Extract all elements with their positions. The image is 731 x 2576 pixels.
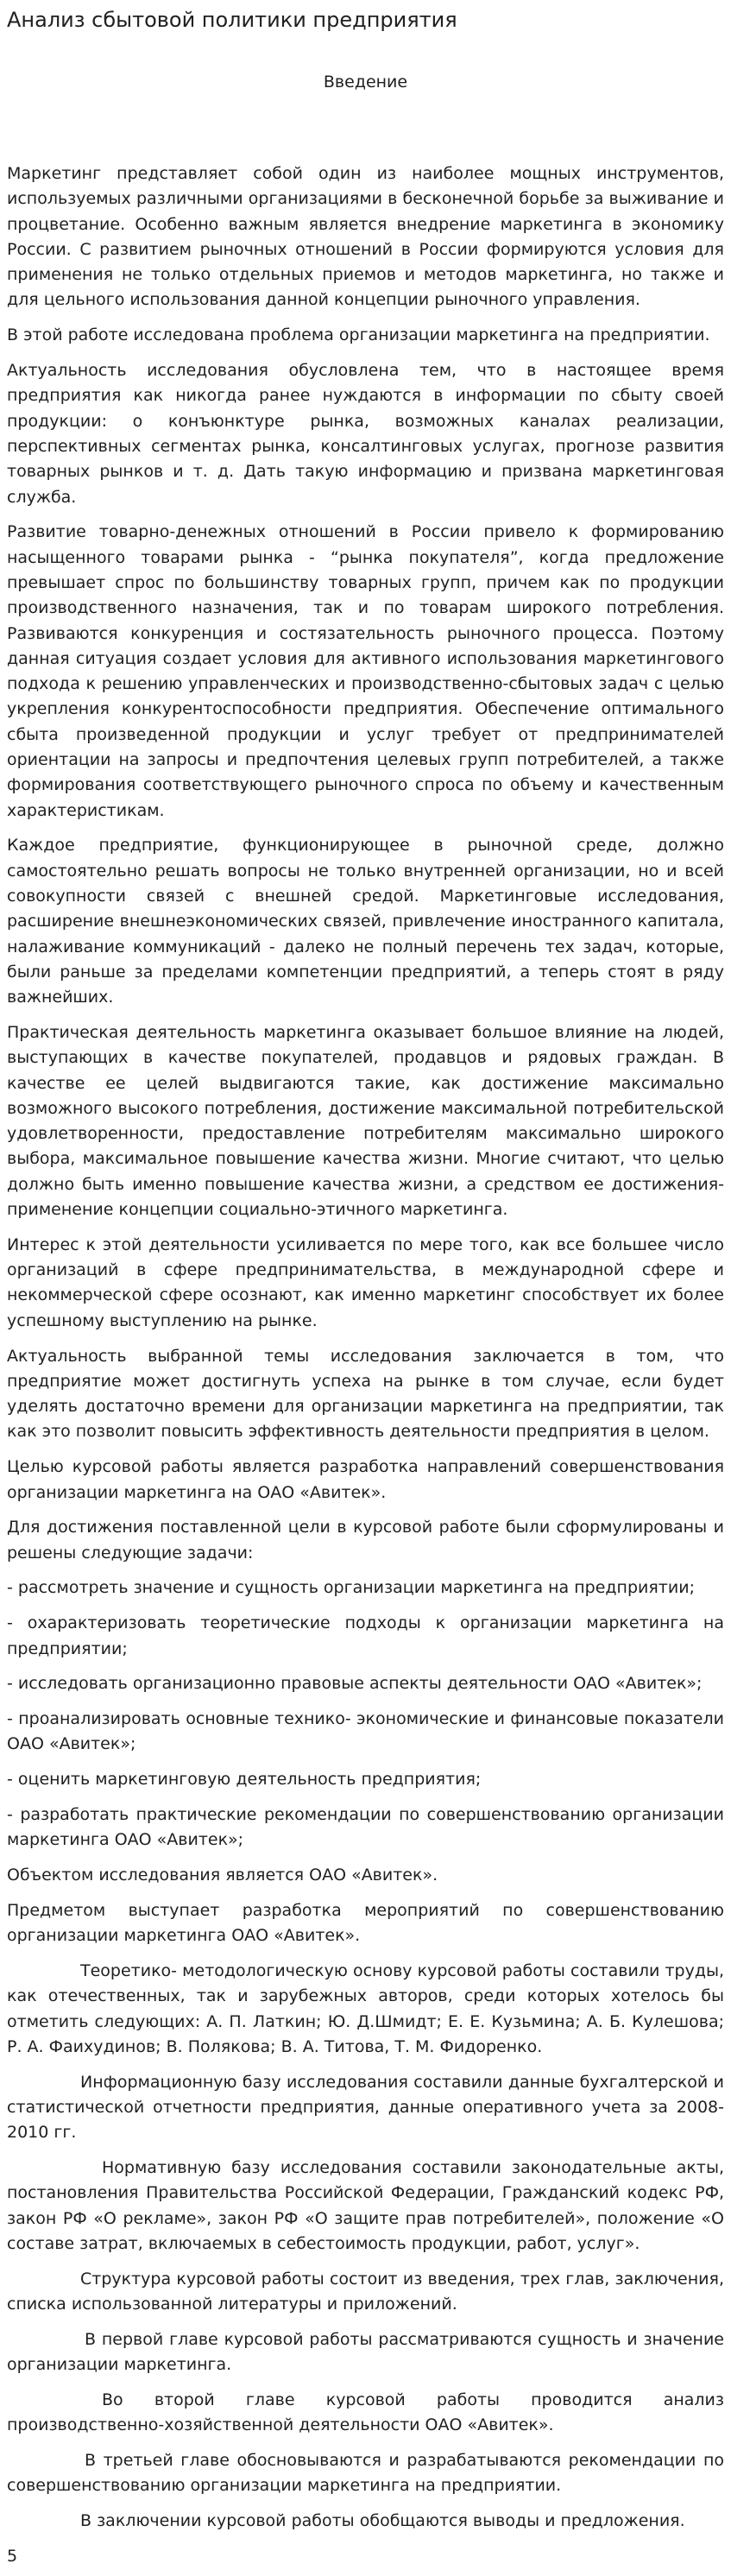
paragraph: Маркетинг представляет собой один из наиболее мощных инструментов, используемых различными организациями в бесконечной борьбе за выживание и процветание. Особенно важным является внедрение маркетинга в экономику России. С развитием рыночных отношений в России формируются условия для применения не только отдельных приемов и методов маркетинга, но также и для цельного использования данной концепции рыночного управления.: [7, 164, 724, 310]
page-number: 5: [7, 2546, 18, 2566]
paragraph: Актуальность исследования обусловлена тем, что в настоящее время предприятия как никогда ранее нуждаются в информации по сбыту своей продукции: о конъюнктуре рынка, возможных каналах реализации, перспективных сегментах рынка, консалтинговых услугах, прогнозе развития товарных рынков и т. д. Дать такую информацию и призвана маркетинговая служба.: [7, 361, 724, 507]
paragraph: Предметом выступает разработка мероприятий по совершенствованию организации маркетинга ОАО «Авитек».: [7, 1900, 724, 1946]
paragraph: Целью курсовой работы является разработка направлений совершенствования организации маркетинга на ОАО «Авитек».: [7, 1457, 724, 1502]
paragraph: В первой главе курсовой работы рассматриваются сущность и значение организации маркетинга.: [7, 2329, 724, 2375]
list-item: - охарактеризовать теоретические подходы к организации маркетинга на предприятии;: [7, 1613, 724, 1658]
paragraph: В заключении курсовой работы обобщаются выводы и предложения.: [80, 2511, 685, 2531]
paragraph: Информационную базу исследования составили данные бухгалтерской и статистической отчетности предприятия, данные оперативного учета за 2008-2010 гг.: [7, 2072, 724, 2143]
paragraph: В третьей главе обосновываются и разрабатываются рекомендации по совершенствованию организации маркетинга на предприятии.: [7, 2451, 724, 2496]
list-item: - рассмотреть значение и сущность организации маркетинга на предприятии;: [7, 1578, 695, 1598]
paragraph: Каждое предприятие, функционирующее в рыночной среде, должно самостоятельно решать вопросы не только внутренней организации, но и всей совокупности связей с внешней средой. Маркетинговые исследования, расширение внешнеэкономических связей, привлечение иностранного капитала, налаживание коммуникаций - далеко не полный перечень тех задач, которые, были раньше за пределами компетенции предприятий, а теперь стоят в ряду важнейших.: [7, 836, 724, 1007]
paragraph: В этой работе исследована проблема организации маркетинга на предприятии.: [7, 325, 710, 345]
paragraph: Интерес к этой деятельности усиливается по мере того, как все большее число организаций в сфере предпринимательства, в международной сфере и некоммерческой сфере осознают, как именно маркетинг способствует их более успешному выступлению на рынке.: [7, 1234, 724, 1330]
paragraph: Актуальность выбранной темы исследования заключается в том, что предприятие может достигнуть успеха на рынке в том случае, если будет уделять достаточно времени для организации маркетинга на предприятии, так как это позволит повысить эффективность деятельности предприятия в целом.: [7, 1346, 724, 1442]
paragraph: Практическая деятельность маркетинга оказывает большое влияние на людей, выступающих в качестве покупателей, продавцов и рядовых граждан. В качестве ее целей выдвигаются такие, как достижение максимально возможного высокого потребления, достижение максимальной потребительской удовлетворенности, предоставление потребителям максимально широкого выбора, максимальное повышение качества жизни. Многие считают, что целью должно быть именно повышение качества жизни, а средством ее достижения-применение концепции социально-этичного маркетинга.: [7, 1023, 724, 1220]
paragraph: Для достижения поставленной цели в курсовой работе были сформулированы и решены следующие задачи:: [7, 1518, 724, 1563]
paragraph: Объектом исследования является ОАО «Авитек».: [7, 1866, 438, 1885]
list-item: - разработать практические рекомендации по совершенствованию организации маркетинга ОАО «Авитек»;: [7, 1805, 724, 1850]
paragraph: Во второй главе курсовой работы проводится анализ производственно-хозяйственной деятельности ОАО «Авитек».: [7, 2390, 724, 2435]
section-heading: Введение: [323, 73, 408, 92]
paragraph: Развитие товарно-денежных отношений в России привело к формированию насыщенного товарами рынка - “рынка покупателя”, когда предложение превышает спрос по большинству товарных групп, причем как по продукции производственного назначения, так и по товарам широкого потребления. Развиваются конкуренция и состязательность рыночного процесса. Поэтому данная ситуация создает условия для активного использования маркетингового подхода к решению управленческих и производственно-сбытовых задач с целью укрепления конкурентоспособности предприятия. Обеспечение оптимального сбыта произведенной продукции и услуг требует от предпринимателей ориентации на запросы и предпочтения целевых групп потребителей, а также формирования соответствующего рыночного спроса по объему и качественным характеристикам.: [7, 522, 724, 820]
list-item: - исследовать организационно правовые аспекты деятельности ОАО «Авитек»;: [7, 1674, 703, 1694]
paragraph: Теоретико- методологическую основу курсовой работы составили труды, как отечественных, так и зарубежных авторов, среди которых хотелось бы отметить следующих: А. П. Латкин; Ю. Д.Шмидт; Е. Е. Кузьмина; А. Б. Кулешова; Р. А. Фаихудинов; В. Полякова; В. А. Титова, Т. М. Фидоренко.: [7, 1961, 724, 2056]
paragraph: Структура курсовой работы состоит из введения, трех глав, заключения, списка использованной литературы и приложений.: [7, 2269, 724, 2314]
list-item: - проанализировать основные технико- экономические и финансовые показатели ОАО «Авитек»;: [7, 1709, 724, 1754]
document-body: [7, 161, 724, 2534]
list-item: - оценить маркетинговую деятельность предприятия;: [7, 1770, 482, 1790]
document-title: Анализ сбытовой политики предприятия: [7, 8, 457, 32]
paragraph: Нормативную базу исследования составили законодательные акты, постановления Правительства Российской Федерации, Гражданский кодекс РФ, закон РФ «О рекламе», закон РФ «О защите прав потребителей», положение «О составе затрат, включаемых в себестоимость продукции, работ, услуг».: [7, 2158, 724, 2253]
